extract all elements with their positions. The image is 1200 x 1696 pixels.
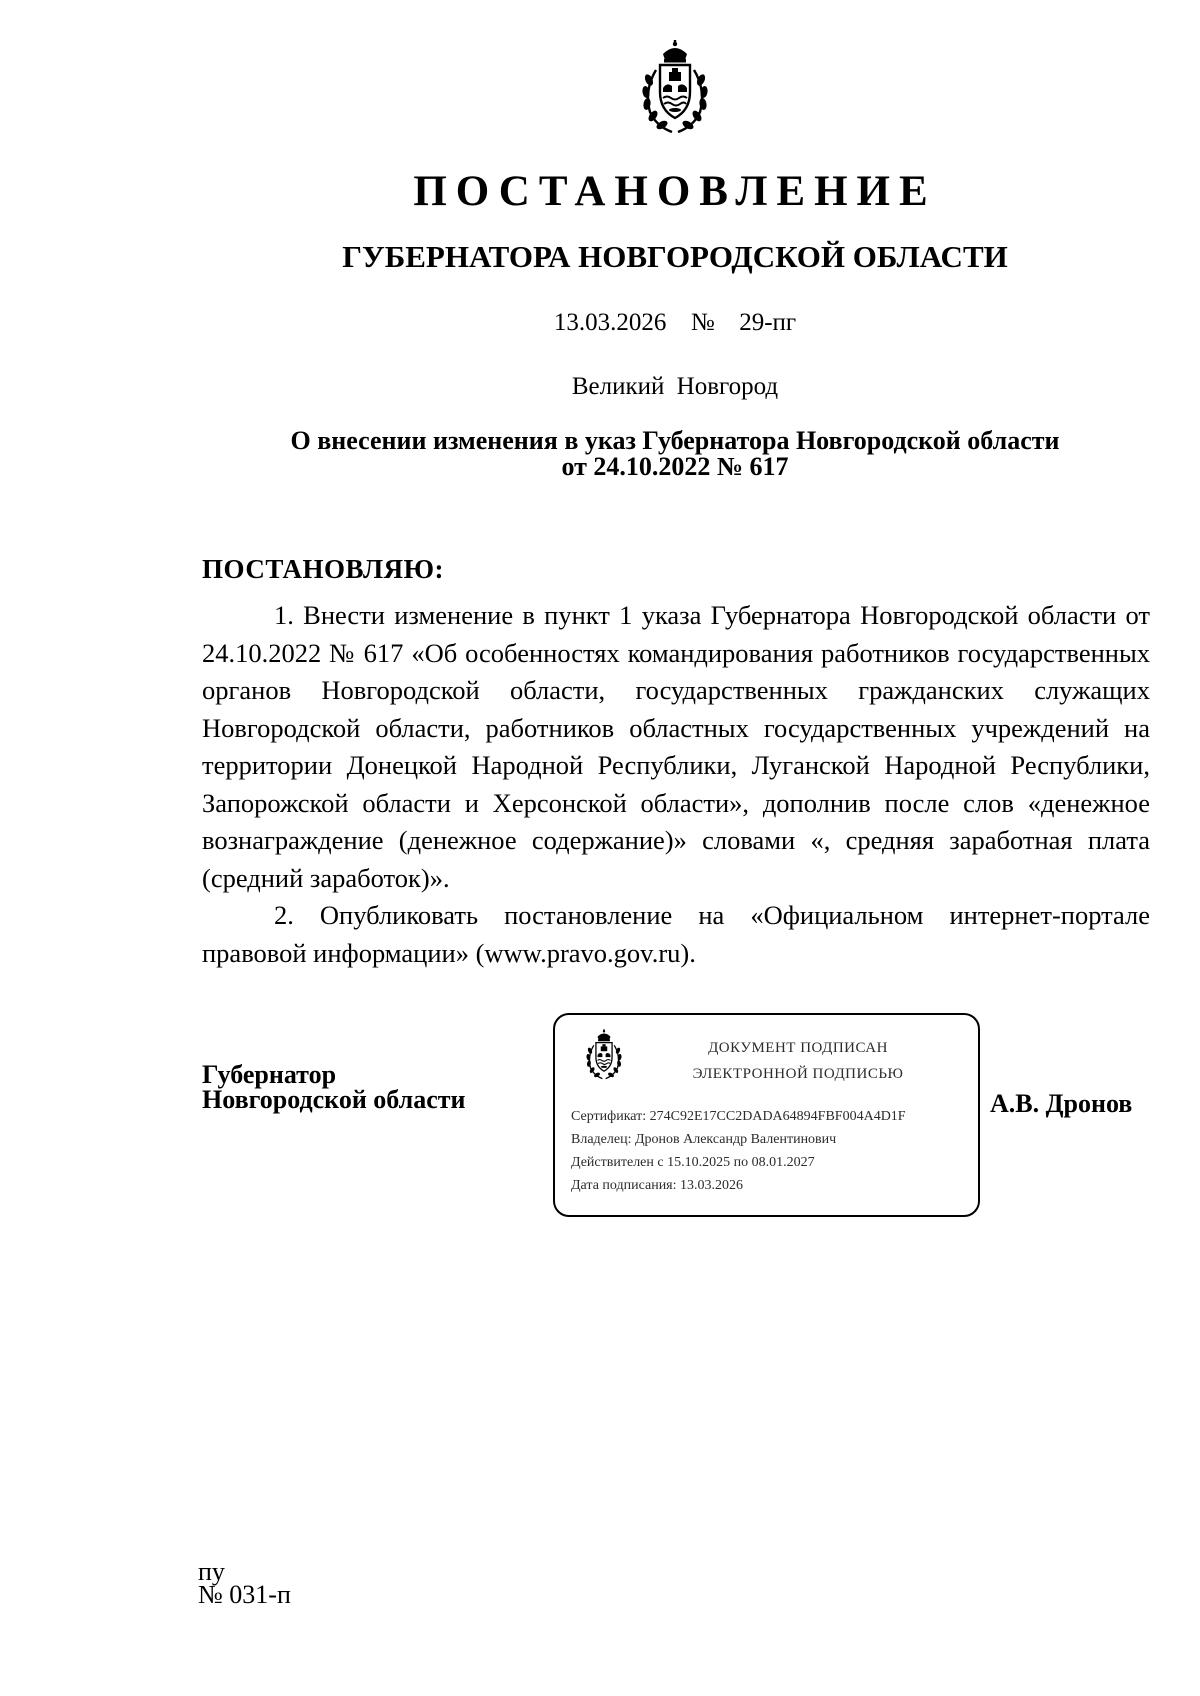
coat-of-arms-icon: [636, 40, 714, 136]
document-subject: [0, 428, 1200, 480]
subject-line-2: от 24.10.2022 № 617: [561, 452, 789, 481]
footer-line-1: пу: [198, 1557, 225, 1586]
signatory-title-line-1: Губернатор: [202, 1060, 337, 1089]
paragraph-2: 2. Опубликовать постановление на «Официальном интернет-портале правовой информации» (www.pravo.gov.ru).: [202, 900, 1150, 968]
stamp-certificate: Сертификат: 274C92E17CC2DADA64894FBF004A4D1F: [571, 1109, 906, 1124]
document-city: Великий Новгород: [571, 373, 779, 400]
footer-line-2: № 031-п: [198, 1580, 291, 1609]
stamp-heading-line-1: ДОКУМЕНТ ПОДПИСАН: [708, 1040, 888, 1056]
signatory-title-line-2: Новгородской области: [202, 1085, 466, 1114]
decree-word: ПОСТАНОВЛЯЮ:: [202, 554, 444, 584]
stamp-heading: [673, 1035, 923, 1087]
document-issuer: ГУБЕРНАТОРА НОВГОРОДСКОЙ ОБЛАСТИ: [342, 239, 1008, 274]
document-number: 29-пг: [739, 309, 797, 336]
document-date: 13.03.2026: [553, 309, 667, 336]
footer-registration-code: [198, 1557, 291, 1609]
paragraph-1: 1. Внести изменение в пункт 1 указа Губернатора Новгородской области от 24.10.2022 № 617 «Об особенностях командирования работников государственных органов Новгородской области, государственных гражданских служащих Новгородской области, работников областных государственных учреждений на территории Донецкой Народной Республики, Луганской Народной Республики, Запорожской области и Херсонской области», дополнив после слов «денежное вознаграждение (денежное содержание)» словами «, средняя заработная плата (средний заработок)».: [202, 600, 1150, 893]
electronic-signature-stamp: [553, 1013, 980, 1217]
subject-line-1: О внесении изменения в указ Губернатора Новгородской области: [290, 426, 1060, 455]
stamp-coat-of-arms-icon: [583, 1029, 625, 1081]
stamp-details: [571, 1105, 906, 1197]
document-type-title: ПОСТАНОВЛЕНИЕ: [413, 168, 937, 215]
stamp-validity: Действителен с 15.10.2025 по 08.01.2027: [571, 1155, 815, 1170]
stamp-signed-date: Дата подписания: 13.03.2026: [571, 1178, 744, 1193]
document-body: [202, 597, 1150, 972]
stamp-owner: Владелец: Дронов Александр Валентинович: [571, 1132, 837, 1147]
document-date-number: [0, 308, 1200, 338]
signatory-title: [202, 1062, 466, 1112]
signatory-name: А.В. Дронов: [990, 1089, 1133, 1118]
stamp-heading-line-2: ЭЛЕКТРОННОЙ ПОДПИСЬЮ: [692, 1066, 904, 1082]
number-sign: №: [690, 309, 715, 336]
